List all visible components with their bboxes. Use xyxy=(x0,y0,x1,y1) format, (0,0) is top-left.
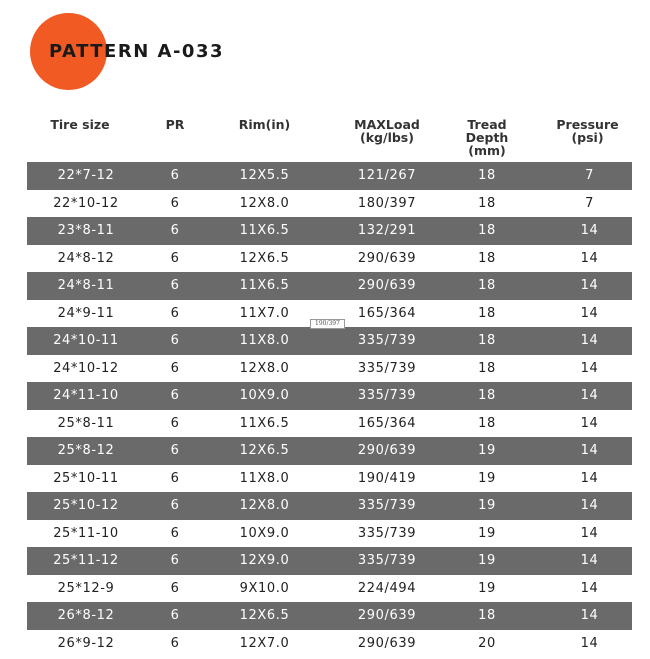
cell-pr: 6 xyxy=(170,553,180,568)
cell-max-load: 335/739 xyxy=(357,525,417,541)
cell-tire-size: 24*9-11 xyxy=(57,305,115,321)
cell-max-load: 290/639 xyxy=(357,443,417,458)
cell-tread-depth: 18 xyxy=(478,333,496,348)
cell-max-load: 180/397 xyxy=(357,195,417,211)
cell-max-load: 290/639 xyxy=(357,278,417,293)
cell-pressure: 7 xyxy=(585,195,594,211)
cell-tread-depth: 19 xyxy=(478,470,496,486)
cell-tire-size: 24*11-10 xyxy=(53,388,119,403)
table-row xyxy=(27,547,632,575)
cell-rim: 10X9.0 xyxy=(239,525,290,541)
cell-rim: 11X6.5 xyxy=(239,223,290,238)
cell-rim: 12X8.0 xyxy=(239,498,290,513)
cell-max-load: 290/639 xyxy=(357,608,417,623)
cell-pressure: 14 xyxy=(580,608,599,623)
cell-pressure: 14 xyxy=(580,388,599,403)
cell-tread-depth: 18 xyxy=(478,195,496,211)
cell-pr: 6 xyxy=(170,608,180,623)
cell-pr: 6 xyxy=(170,580,180,596)
cell-tread-depth: 19 xyxy=(478,580,496,596)
cell-tire-size: 24*8-12 xyxy=(57,250,115,266)
cell-rim: 12X6.5 xyxy=(239,608,290,623)
cell-pr: 6 xyxy=(170,195,180,211)
cell-pressure: 14 xyxy=(580,415,599,431)
cell-rim: 12X8.0 xyxy=(239,195,290,211)
header-rim: Rim(in) xyxy=(238,117,291,132)
cell-tread-depth: 18 xyxy=(478,360,496,376)
cell-tire-size: 24*8-11 xyxy=(57,278,115,293)
cell-pressure: 14 xyxy=(580,223,599,238)
table-row xyxy=(27,410,632,438)
cell-tread-depth: 20 xyxy=(478,635,496,651)
table-row xyxy=(27,245,632,273)
cell-pr: 6 xyxy=(170,333,180,348)
cell-rim: 12X6.5 xyxy=(239,250,290,266)
table-row xyxy=(27,630,632,658)
table-row xyxy=(27,465,632,493)
cell-tire-size: 26*8-12 xyxy=(57,608,115,623)
cell-tread-depth: 18 xyxy=(478,168,496,183)
cell-rim: 11X6.5 xyxy=(239,278,290,293)
cell-pr: 6 xyxy=(170,223,180,238)
table-row xyxy=(27,520,632,548)
cell-tire-size: 25*8-12 xyxy=(57,443,115,458)
cell-max-load: 335/739 xyxy=(357,498,417,513)
cell-rim: 12X7.0 xyxy=(239,635,290,651)
table-row xyxy=(27,327,632,355)
cell-tire-size: 24*10-11 xyxy=(53,333,119,348)
table-row xyxy=(27,190,632,218)
table-row xyxy=(27,217,632,245)
cell-tread-depth: 18 xyxy=(478,415,496,431)
cell-rim: 12X5.5 xyxy=(239,168,290,183)
header-tire-size: Tire size xyxy=(50,117,110,132)
cell-pr: 6 xyxy=(170,305,180,321)
cell-pressure: 7 xyxy=(585,168,594,183)
cell-tread-depth: 18 xyxy=(478,608,496,623)
cell-max-load: 290/639 xyxy=(357,635,417,651)
cell-max-load: 290/639 xyxy=(357,250,417,266)
cell-tire-size: 25*11-10 xyxy=(53,525,119,541)
table-row xyxy=(27,575,632,603)
cell-pressure: 14 xyxy=(580,553,599,568)
cell-rim: 11X7.0 xyxy=(239,305,290,321)
cell-max-load: 224/494 xyxy=(357,580,417,596)
cell-pressure: 14 xyxy=(580,635,599,651)
cell-max-load: 335/739 xyxy=(357,388,417,403)
cell-tire-size: 22*10-12 xyxy=(53,195,119,211)
cell-max-load: 335/739 xyxy=(357,553,417,568)
cell-pressure: 14 xyxy=(580,333,599,348)
cell-max-load: 132/291 xyxy=(357,223,417,238)
cell-max-load: 335/739 xyxy=(357,333,417,348)
table-body xyxy=(27,162,632,657)
header-pr: PR xyxy=(165,117,185,132)
overlay-label: 190/397 xyxy=(310,319,345,329)
cell-pr: 6 xyxy=(170,278,180,293)
header-max-load: MAXLoad (kg/lbs) xyxy=(354,117,420,145)
cell-pressure: 14 xyxy=(580,278,599,293)
cell-tread-depth: 19 xyxy=(478,443,496,458)
cell-pr: 6 xyxy=(170,250,180,266)
cell-tread-depth: 18 xyxy=(478,305,496,321)
table-row xyxy=(27,437,632,465)
cell-rim: 11X8.0 xyxy=(239,470,290,486)
table-row xyxy=(27,162,632,190)
cell-tread-depth: 19 xyxy=(478,498,496,513)
cell-pressure: 14 xyxy=(580,498,599,513)
cell-tread-depth: 18 xyxy=(478,250,496,266)
cell-rim: 12X8.0 xyxy=(239,360,290,376)
table-row xyxy=(27,382,632,410)
cell-pr: 6 xyxy=(170,168,180,183)
cell-tire-size: 23*8-11 xyxy=(57,223,115,238)
cell-tire-size: 24*10-12 xyxy=(53,360,119,376)
cell-tread-depth: 18 xyxy=(478,388,496,403)
table-row xyxy=(27,355,632,383)
cell-tread-depth: 19 xyxy=(478,525,496,541)
header-pressure: Pressure (psi) xyxy=(556,117,619,145)
cell-tire-size: 25*8-11 xyxy=(57,415,115,431)
cell-pressure: 14 xyxy=(580,470,599,486)
cell-max-load: 190/419 xyxy=(357,470,417,486)
cell-pressure: 14 xyxy=(580,250,599,266)
cell-max-load: 165/364 xyxy=(357,415,417,431)
cell-pressure: 14 xyxy=(580,305,599,321)
cell-rim: 10X9.0 xyxy=(239,388,290,403)
cell-pr: 6 xyxy=(170,498,180,513)
cell-max-load: 165/364 xyxy=(357,305,417,321)
cell-rim: 11X6.5 xyxy=(239,415,290,431)
cell-pr: 6 xyxy=(170,360,180,376)
cell-tread-depth: 18 xyxy=(478,278,496,293)
cell-tire-size: 25*10-11 xyxy=(53,470,119,486)
cell-tread-depth: 19 xyxy=(478,553,496,568)
cell-pr: 6 xyxy=(170,635,180,651)
header-tread-depth: Tread Depth (mm) xyxy=(465,117,509,158)
pattern-title: PATTERN A-033 xyxy=(49,41,225,62)
cell-pressure: 14 xyxy=(580,580,599,596)
cell-pressure: 14 xyxy=(580,525,599,541)
cell-tire-size: 22*7-12 xyxy=(57,168,115,183)
table-row xyxy=(27,272,632,300)
cell-pr: 6 xyxy=(170,470,180,486)
cell-tire-size: 25*12-9 xyxy=(57,580,115,596)
cell-pressure: 14 xyxy=(580,443,599,458)
cell-pr: 6 xyxy=(170,415,180,431)
cell-rim: 12X6.5 xyxy=(239,443,290,458)
table-row xyxy=(27,602,632,630)
cell-pr: 6 xyxy=(170,443,180,458)
cell-tread-depth: 18 xyxy=(478,223,496,238)
cell-pressure: 14 xyxy=(580,360,599,376)
cell-max-load: 335/739 xyxy=(357,360,417,376)
cell-tire-size: 25*11-12 xyxy=(53,553,119,568)
cell-pr: 6 xyxy=(170,525,180,541)
cell-tire-size: 25*10-12 xyxy=(53,498,119,513)
table-row xyxy=(27,492,632,520)
cell-rim: 12X9.0 xyxy=(239,553,290,568)
cell-rim: 9X10.0 xyxy=(239,580,290,596)
cell-tire-size: 26*9-12 xyxy=(57,635,115,651)
cell-max-load: 121/267 xyxy=(357,168,417,183)
cell-pr: 6 xyxy=(170,388,180,403)
table-header xyxy=(0,118,650,162)
cell-rim: 11X8.0 xyxy=(239,333,290,348)
